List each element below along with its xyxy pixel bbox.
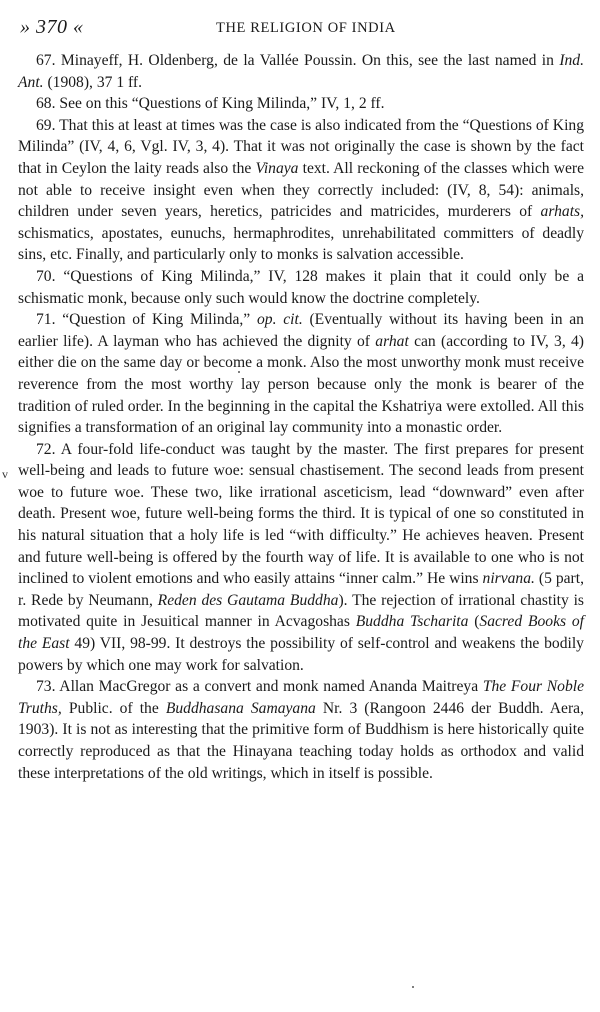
italic-text: Vinaya — [255, 159, 299, 177]
note-text: 67. Minayeff, H. Oldenberg, de la Vallée Poussin. On this, see the last named in — [36, 52, 560, 69]
endnotes-list — [18, 50, 584, 784]
italic-text: nirvana. — [482, 570, 535, 588]
note-text: can (according to IV, 3, 4) either die on the same day or become a monk. Also the most unworthy monk must receive reverence from the most worthy lay person because only the monk is bearer of the tradition of ruled order. In the beginning in the capital the Kshatriya were extolled. All this signifies a transformation of an original lay community into a monastic order. — [18, 332, 584, 437]
note-text: 71. “Question of King Milinda,” — [36, 311, 257, 329]
italic-text: The Four Noble Truths, — [18, 678, 584, 717]
running-head — [18, 14, 584, 44]
note-text: 69. That this at least at times was the case is also indicated from the “Questions of King Milinda” (IV, 4, 6, Vgl. IV, 3, 4). That it was not originally the case is shown by the fact that in Ceylon the laity reads also the — [18, 116, 584, 177]
note-text: Public. of the — [61, 699, 166, 717]
note-text: 68. See on this “Questions of King Milinda,” IV, 1, 2 ff. — [36, 95, 385, 113]
note-text: schismatics, apostates, eunuchs, hermaphrodites, unrehabilitated committers of deadly sins, etc. Finally, and particularly only to monks is salvation accessible. — [18, 224, 584, 264]
book-page — [18, 14, 584, 784]
ink-speck — [412, 986, 414, 988]
italic-text: arhats, — [540, 203, 584, 221]
page-number: » 370 « — [20, 16, 84, 38]
note-text: (5 part, r. Rede by Neumann, — [18, 570, 584, 609]
endnote-69 — [18, 115, 584, 266]
italic-text: Sacred Books of the East — [18, 613, 584, 653]
ink-speck — [238, 371, 240, 373]
note-text: ). The rejection of irrational chastity is motivated quite in Jesuitical manner in Acvagoshas — [18, 591, 584, 631]
endnote-73 — [18, 676, 584, 784]
note-text: 72. A four-fold life-conduct was taught by the master. The first prepares for present well-being and leads to future woe: sensual chastisement. The second leads from present woe to future woe. These two, like irrational asceticism, lead “downward” even after death. Present woe, future well-being forms the third. It is typical of one so constituted in his natural situation that a holy life is led “with difficulty.” He achieves heaven. Present and future well-being is offered by the fourth way of life. It is available to one who is not inclined to violent emotions and who easily attains “inner calm.” He wins — [18, 440, 584, 588]
italic-text: Ind. Ant. — [18, 52, 584, 91]
endnote-72 — [18, 439, 584, 677]
note-text: ( — [468, 613, 480, 631]
note-text: Nr. 3 (Rangoon 2446 der Buddh. Aera, 1903). It is not as interesting that the primitive form of Buddhism is here historically quite correctly reproduced as that the Hinayana teaching today holds as orthodox and valid these interpretations of the old writings, which in itself is possible. — [18, 699, 584, 782]
italic-text: Buddhasana Samayana — [165, 699, 316, 717]
margin-pencil-mark: v — [2, 467, 8, 481]
italic-text: arhat — [375, 332, 409, 350]
note-text: (1908), 37 1 ff. — [43, 73, 143, 91]
note-text: 70. “Questions of King Milinda,” IV, 128 makes it plain that it could only be a schismatic monk, because only such would know the doctrine completely. — [18, 267, 584, 307]
italic-text: Buddha Tscharita — [355, 613, 469, 631]
note-text: 49) VII, 98-99. It destroys the possibility of self-control and weakens the bodily powers by which one may work for salvation. — [18, 635, 584, 674]
endnote-68 — [18, 93, 584, 115]
endnote-71 — [18, 309, 584, 439]
running-title: THE RELIGION OF INDIA — [216, 20, 396, 36]
endnote-67 — [18, 50, 584, 93]
note-text: (Eventually without its having been in an earlier life). A layman who has achieved the dignity of — [18, 311, 584, 350]
note-text: text. All reckoning of the classes which were not able to receive insight even when they correctly included: (IV, 8, 54): animals, children under seven years, heretics, patricides and matricides, murderers of — [18, 159, 584, 221]
note-text: 73. Allan MacGregor as a convert and monk named Ananda Maitreya — [36, 678, 483, 696]
italic-text: Reden des Gautama Buddha — [157, 591, 339, 609]
italic-text: op. cit. — [256, 311, 303, 329]
endnote-70 — [18, 266, 584, 309]
